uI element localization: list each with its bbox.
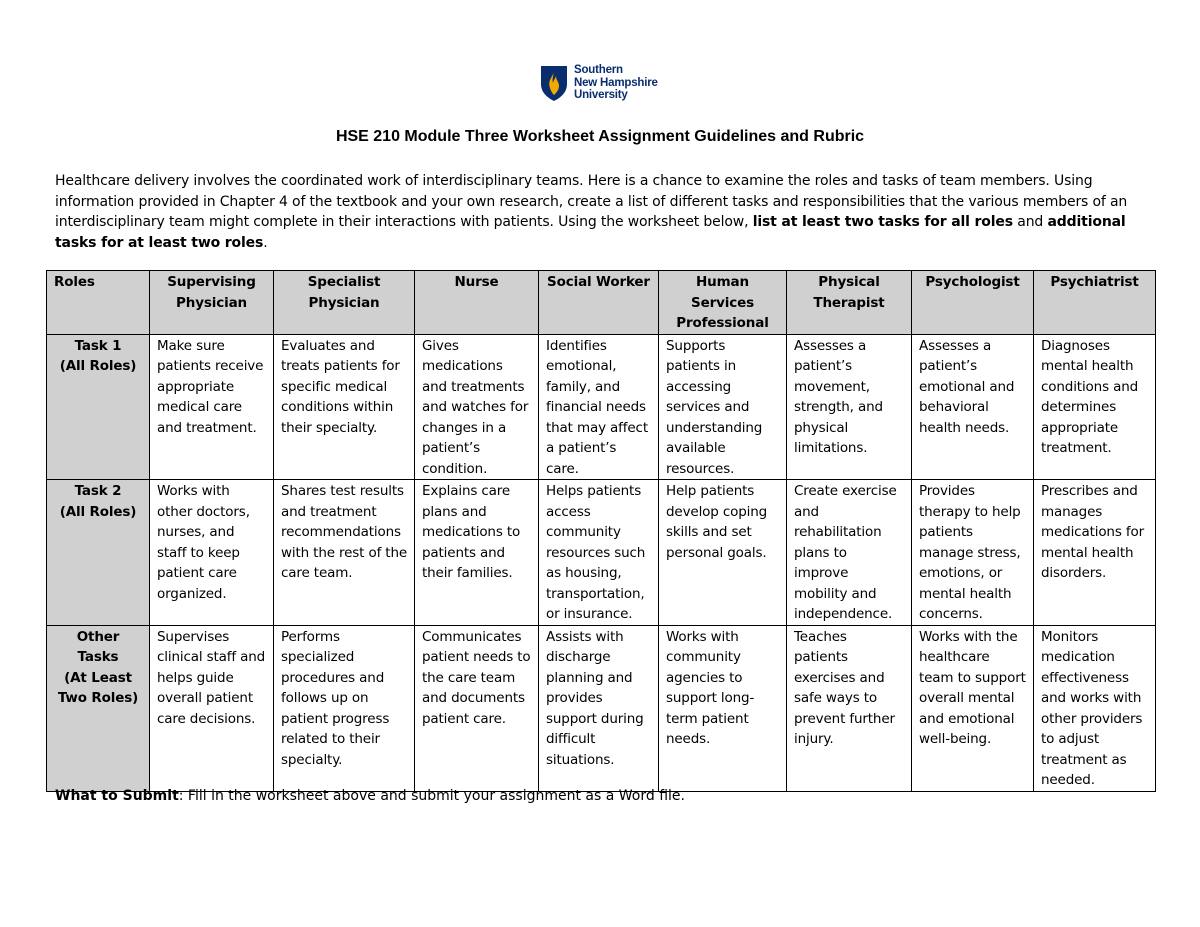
header-cell-nurse: Nurse [415, 271, 539, 335]
table-cell[interactable]: Teaches patients exercises and safe ways to prevent further injury. [787, 625, 912, 791]
university-logo [539, 64, 658, 102]
table-cell[interactable]: Supports patients in accessing services and understanding available resources. [659, 334, 787, 480]
table-row-other-tasks [47, 625, 1156, 791]
table-cell[interactable]: Gives medications and treatments and watches for changes in a patient’s condition. [415, 334, 539, 480]
table-cell[interactable]: Communicates patient needs to the care team and documents patient care. [415, 625, 539, 791]
table-cell[interactable]: Make sure patients receive appropriate medical care and treatment. [150, 334, 274, 480]
header-cell-roles: Roles [47, 271, 150, 335]
logo-wordmark [574, 64, 658, 102]
row-label-task-1: Task 1 (All Roles) [47, 334, 150, 480]
intro-text-3: . [263, 234, 268, 251]
table-cell[interactable]: Provides therapy to help patients manage stress, emotions, or mental health concerns. [912, 480, 1034, 626]
table-cell[interactable]: Evaluates and treats patients for specific medical conditions within their specialty. [274, 334, 415, 480]
table-cell[interactable]: Help patients develop coping skills and set personal goals. [659, 480, 787, 626]
header-cell-social-worker: Social Worker [539, 271, 659, 335]
table-header-row [47, 271, 1156, 335]
table-row-task-2 [47, 480, 1156, 626]
header-cell-psychologist: Psychologist [912, 271, 1034, 335]
submit-text: : Fill in the worksheet above and submit your assignment as a Word file. [178, 788, 685, 804]
table-cell[interactable]: Prescribes and manages medications for mental health disorders. [1034, 480, 1156, 626]
logo-line-2: New Hampshire [574, 76, 658, 89]
intro-text-2: and [1012, 214, 1048, 230]
row-label-other-tasks: Other Tasks (At Least Two Roles) [47, 625, 150, 791]
table-cell[interactable]: Identifies emotional, family, and financial needs that may affect a patient’s care. [539, 334, 659, 480]
worksheet-table [46, 270, 1156, 792]
shield-flame-icon [539, 64, 569, 102]
table-cell[interactable]: Works with the healthcare team to support overall mental and emotional well-being. [912, 625, 1034, 791]
header-cell-psychiatrist: Psychiatrist [1034, 271, 1156, 335]
table-cell[interactable]: Explains care plans and medications to patients and their families. [415, 480, 539, 626]
table-cell[interactable]: Assists with discharge planning and provides support during difficult situations. [539, 625, 659, 791]
intro-bold-1: list at least two tasks for all roles [752, 214, 1013, 230]
submission-instructions [55, 786, 685, 806]
submit-label: What to Submit [55, 788, 179, 804]
table-cell[interactable]: Monitors medication effectiveness and works with other providers to adjust treatment as needed. [1034, 625, 1156, 791]
table-cell[interactable]: Create exercise and rehabilitation plans to improve mobility and independence. [787, 480, 912, 626]
header-cell-physical-therapist: Physical Therapist [787, 271, 912, 335]
table-row-task-1 [47, 334, 1156, 480]
logo-line-3: University [574, 89, 628, 102]
table-cell[interactable]: Works with community agencies to support long-term patient needs. [659, 625, 787, 791]
table-cell[interactable]: Shares test results and treatment recommendations with the rest of the care team. [274, 480, 415, 626]
logo-line-1: Southern [574, 64, 623, 77]
header-cell-supervising-physician: Supervising Physician [150, 271, 274, 335]
table-cell[interactable]: Assesses a patient’s movement, strength, and physical limitations. [787, 334, 912, 480]
page-title: HSE 210 Module Three Worksheet Assignment Guidelines and Rubric [335, 128, 865, 145]
table-cell[interactable]: Diagnoses mental health conditions and determines appropriate treatment. [1034, 334, 1156, 480]
table-cell[interactable]: Performs specialized procedures and follows up on patient progress related to their specialty. [274, 625, 415, 791]
intro-paragraph [55, 171, 1155, 253]
header-cell-human-services: Human Services Professional [659, 271, 787, 335]
table-cell[interactable]: Supervises clinical staff and helps guide overall patient care decisions. [150, 625, 274, 791]
table-cell[interactable]: Helps patients access community resources such as housing, transportation, or insurance. [539, 480, 659, 626]
intro-text-1: Healthcare delivery involves the coordinated work of interdisciplinary teams. Here is a chance to examine the roles and tasks of team members. Using information provided in Chapter 4 of the textbook and your own research, create a list of different tasks and responsibilities that the various members of an interdisciplinary team might complete in their interactions with patients. Using the worksheet below, [55, 173, 1128, 230]
table-cell[interactable]: Assesses a patient’s emotional and behavioral health needs. [912, 334, 1034, 480]
row-label-task-2: Task 2 (All Roles) [47, 480, 150, 626]
intro-bold-2: additional tasks for at least two roles [55, 214, 1126, 251]
table-cell[interactable]: Works with other doctors, nurses, and staff to keep patient care organized. [150, 480, 274, 626]
header-cell-specialist-physician: Specialist Physician [274, 271, 415, 335]
